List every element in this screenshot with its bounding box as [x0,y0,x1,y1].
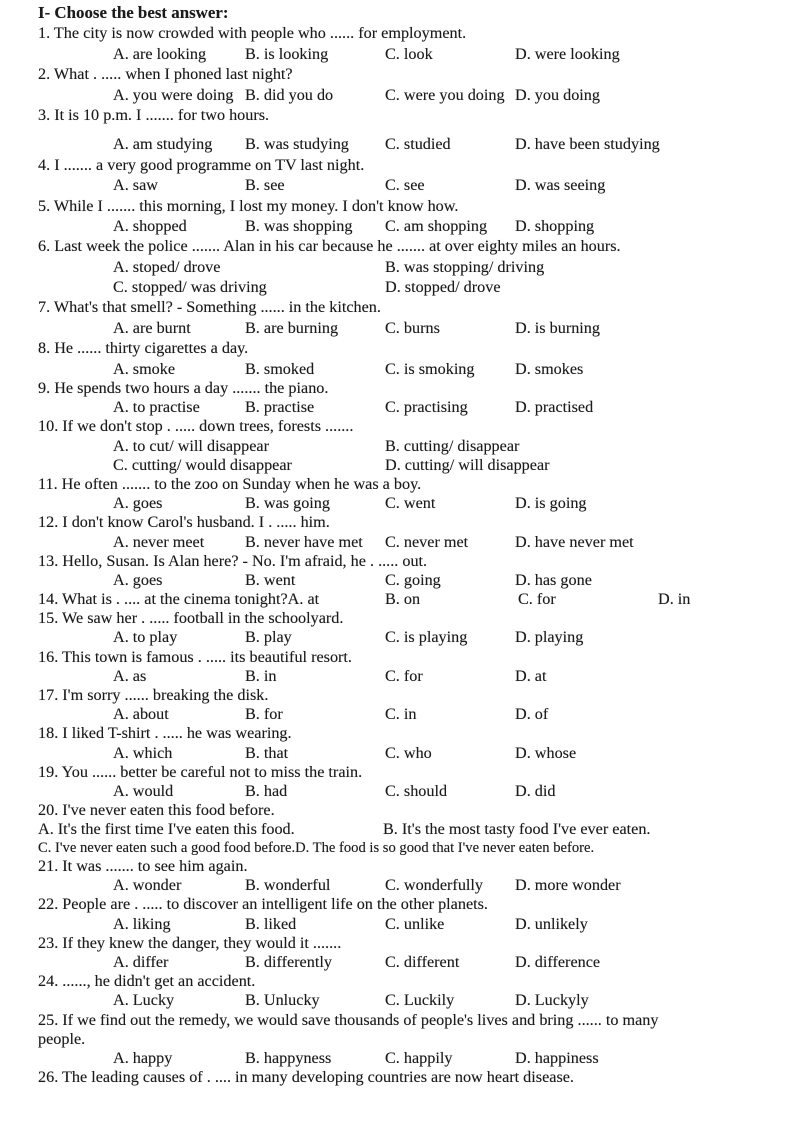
q3-option-d: D. have been studying [515,135,660,154]
q24-options-row [0,991,800,1010]
exam-title: I- Choose the best answer: [38,3,229,22]
q15-text-line [0,609,800,628]
q20-text: 20. I've never eaten this food before. [38,801,275,820]
q20-option-a: A. It's the first time I've eaten this food. [38,820,295,839]
q6-option-c: C. stopped/ was driving [113,278,267,297]
q17-options-row [0,705,800,724]
q23-option-b: B. differently [245,952,332,971]
q2-option-d: D. you doing [515,85,600,104]
q23-text-line [0,934,800,953]
q20-option-b: B. It's the most tasty food I've ever eaten. [383,820,651,839]
q4-text-line [0,155,800,175]
q7-option-d: D. is burning [515,318,600,337]
q4-option-b: B. see [245,176,285,195]
q5-option-a: A. shopped [113,216,187,235]
q3-spacer [0,125,800,134]
q8-option-d: D. smokes [515,359,584,378]
q23-option-a: A. differ [113,952,169,971]
q24-text-line [0,972,800,991]
q25-option-d: D. happiness [515,1048,599,1067]
q6-options-row-2 [0,277,800,297]
q25-text-line [0,1011,800,1030]
q7-text-line [0,297,800,317]
q5-text-line [0,196,800,216]
q26-text: 26. The leading causes of . .... in many developing countries are now heart disease. [38,1068,574,1087]
q11-text-line [0,475,800,494]
q16-options-row [0,667,800,686]
q9-text: 9. He spends two hours a day ....... the piano. [38,379,329,398]
q10-options-row-2 [0,456,800,475]
q25-text: 25. If we find out the remedy, we would save thousands of people's lives and bring ...... to many [38,1010,659,1029]
q25-option-a: A. happy [113,1048,173,1067]
q1-text-line [0,23,800,43]
q24-option-c: C. Luckily [385,991,455,1010]
q10-option-c: C. cutting/ would disappear [113,455,292,474]
q3-text: 3. It is 10 p.m. I ....... for two hours. [38,105,270,124]
q26-text-line [0,1068,800,1087]
q11-options-row [0,494,800,513]
q16-text-line [0,648,800,667]
q3-option-a: A. am studying [113,135,213,154]
q15-option-c: C. is playing [385,628,468,647]
q2-option-b: B. did you do [245,85,334,104]
q4-options-row [0,175,800,195]
q23-option-d: D. difference [515,952,601,971]
q14-option-a: A. at [287,590,320,609]
q7-option-a: A. are burnt [113,318,191,337]
q25-options-row [0,1049,800,1068]
q17-option-d: D. of [515,705,549,724]
q23-option-c: C. different [385,952,460,971]
q13-option-d: D. has gone [515,570,592,589]
q12-option-d: D. have never met [515,532,634,551]
q18-option-d: D. whose [515,743,577,762]
q16-option-c: C. for [385,666,423,685]
q13-option-c: C. going [385,570,441,589]
q8-option-a: A. smoke [113,359,176,378]
q6-text: 6. Last week the police ....... Alan in his car because he ....... at over eighty miles an hours. [38,237,621,256]
q22-text-line [0,895,800,914]
q5-text: 5. While I ....... this morning, I lost my money. I don't know how. [38,196,459,215]
q22-option-d: D. unlikely [515,914,588,933]
q9-option-d: D. practised [515,398,594,417]
q20-option-d: D. The food is so good that I've never eaten before. [295,839,595,856]
q11-option-a: A. goes [113,494,163,513]
q22-options-row [0,915,800,934]
q20-options-row-1 [0,820,800,839]
q19-text-line [0,763,800,782]
q19-options-row [0,782,800,801]
q5-option-b: B. was shopping [245,216,353,235]
q21-text: 21. It was ....... to see him again. [38,857,248,876]
q10-option-a: A. to cut/ will disappear [113,436,269,455]
q14-option-c: C. for [518,590,556,609]
q4-text: 4. I ....... a very good programme on TV last night. [38,155,365,174]
q18-option-b: B. that [245,743,289,762]
q20-options-row-2 [0,840,800,858]
q18-option-c: C. who [385,743,432,762]
q12-option-a: A. never meet [113,532,205,551]
q25-text-2: people. [38,1029,86,1048]
q14-option-b: B. on [385,590,421,609]
q2-option-a: A. you were doing [113,85,234,104]
q5-option-d: D. shopping [515,216,595,235]
q12-option-b: B. never have met [245,532,363,551]
q9-text-line [0,379,800,398]
q8-text-line [0,338,800,358]
q12-text-line [0,513,800,532]
q21-options-row [0,876,800,895]
q19-option-a: A. would [113,781,174,800]
q11-option-d: D. is going [515,494,587,513]
q11-option-b: B. was going [245,494,330,513]
q13-option-b: B. went [245,570,296,589]
q12-options-row [0,533,800,552]
q15-option-d: D. playing [515,628,584,647]
q14-text-line [0,590,800,609]
q10-text: 10. If we don't stop . ..... down trees, forests ....... [38,417,354,436]
q16-text: 16. This town is famous . ..... its beautiful resort. [38,647,352,666]
q21-option-d: D. more wonder [515,876,621,895]
q19-option-b: B. had [245,781,288,800]
q17-text-line [0,686,800,705]
q13-option-a: A. goes [113,570,163,589]
q2-text-line [0,64,800,84]
q15-option-a: A. to play [113,628,178,647]
q16-option-a: A. as [113,666,147,685]
q17-option-b: B. for [245,705,283,724]
q13-text-line [0,552,800,571]
q3-option-c: C. studied [385,135,451,154]
q4-option-a: A. saw [113,176,158,195]
q16-option-d: D. at [515,666,547,685]
q19-option-c: C. should [385,781,448,800]
title-line [0,3,800,23]
q20-option-c: C. I've never eaten such a good food before. [38,839,296,856]
q10-option-b: B. cutting/ disappear [385,436,520,455]
q7-options-row [0,318,800,338]
q24-option-b: B. Unlucky [245,991,320,1010]
q11-text: 11. He often ....... to the zoo on Sunday when he was a boy. [38,474,422,493]
q18-text-line [0,724,800,743]
q17-option-c: C. in [385,705,417,724]
q15-option-b: B. play [245,628,292,647]
q10-options-row-1 [0,437,800,456]
q18-options-row [0,744,800,763]
q18-option-a: A. which [113,743,173,762]
q4-option-c: C. see [385,176,425,195]
q9-option-c: C. practising [385,398,468,417]
q24-text: 24. ......, he didn't get an accident. [38,972,256,991]
q16-option-b: B. in [245,666,277,685]
q2-options-row [0,85,800,105]
q8-text: 8. He ...... thirty cigarettes a day. [38,339,249,358]
q7-option-c: C. burns [385,318,440,337]
q24-option-d: D. Luckyly [515,991,589,1010]
q10-text-line [0,417,800,436]
q22-option-a: A. liking [113,914,171,933]
q25-option-c: C. happily [385,1048,453,1067]
q8-option-b: B. smoked [245,359,315,378]
q3-options-row [0,134,800,154]
q1-text: 1. The city is now crowded with people who ...... for employment. [38,24,467,43]
q1-option-a: A. are looking [113,44,207,63]
q5-options-row [0,216,800,236]
q12-text: 12. I don't know Carol's husband. I . ..... him. [38,513,330,532]
q1-option-d: D. were looking [515,44,620,63]
q13-text: 13. Hello, Susan. Is Alan here? - No. I'm afraid, he . ..... out. [38,551,428,570]
q4-option-d: D. was seeing [515,176,606,195]
q19-text: 19. You ...... better be careful not to miss the train. [38,762,363,781]
q21-text-line [0,857,800,876]
q1-option-b: B. is looking [245,44,329,63]
q17-option-a: A. about [113,705,169,724]
q9-option-a: A. to practise [113,398,200,417]
q6-option-d: D. stopped/ drove [385,278,501,297]
q1-options-row [0,44,800,64]
q7-option-b: B. are burning [245,318,339,337]
q23-text: 23. If they knew the danger, they would it ....... [38,933,342,952]
q21-option-b: B. wonderful [245,876,331,895]
q6-option-a: A. stoped/ drove [113,257,221,276]
q3-text-line [0,105,800,125]
q22-option-c: C. unlike [385,914,445,933]
q2-text: 2. What . ..... when I phoned last night? [38,65,293,84]
q3-option-b: B. was studying [245,135,349,154]
q18-text: 18. I liked T-shirt . ..... he was wearing. [38,724,292,743]
q8-option-c: C. is smoking [385,359,475,378]
q6-option-b: B. was stopping/ driving [385,257,545,276]
q7-text: 7. What's that smell? - Something ...... in the kitchen. [38,298,381,317]
q6-text-line [0,236,800,256]
q23-options-row [0,953,800,972]
q6-options-row-1 [0,257,800,277]
q20-text-line [0,801,800,820]
q2-option-c: C. were you doing [385,85,505,104]
q22-text: 22. People are . ..... to discover an intelligent life on the other planets. [38,895,488,914]
q15-options-row [0,628,800,647]
q5-option-c: C. am shopping [385,216,488,235]
q22-option-b: B. liked [245,914,297,933]
q10-option-d: D. cutting/ will disappear [385,455,550,474]
q12-option-c: C. never met [385,532,469,551]
q15-text: 15. We saw her . ..... football in the schoolyard. [38,609,344,628]
q13-options-row [0,571,800,590]
q25-text-line-2 [0,1030,800,1049]
q9-option-b: B. practise [245,398,315,417]
q8-options-row [0,359,800,379]
q14-text: 14. What is . .... at the cinema tonight? [38,590,288,609]
q21-option-c: C. wonderfully [385,876,484,895]
q24-option-a: A. Lucky [113,991,175,1010]
q25-option-b: B. happyness [245,1048,332,1067]
q1-option-c: C. look [385,44,433,63]
q19-option-d: D. did [515,781,556,800]
q14-option-d: D. in [658,590,691,609]
q21-option-a: A. wonder [113,876,182,895]
q11-option-c: C. went [385,494,436,513]
q9-options-row [0,398,800,417]
q17-text: 17. I'm sorry ...... breaking the disk. [38,686,269,705]
